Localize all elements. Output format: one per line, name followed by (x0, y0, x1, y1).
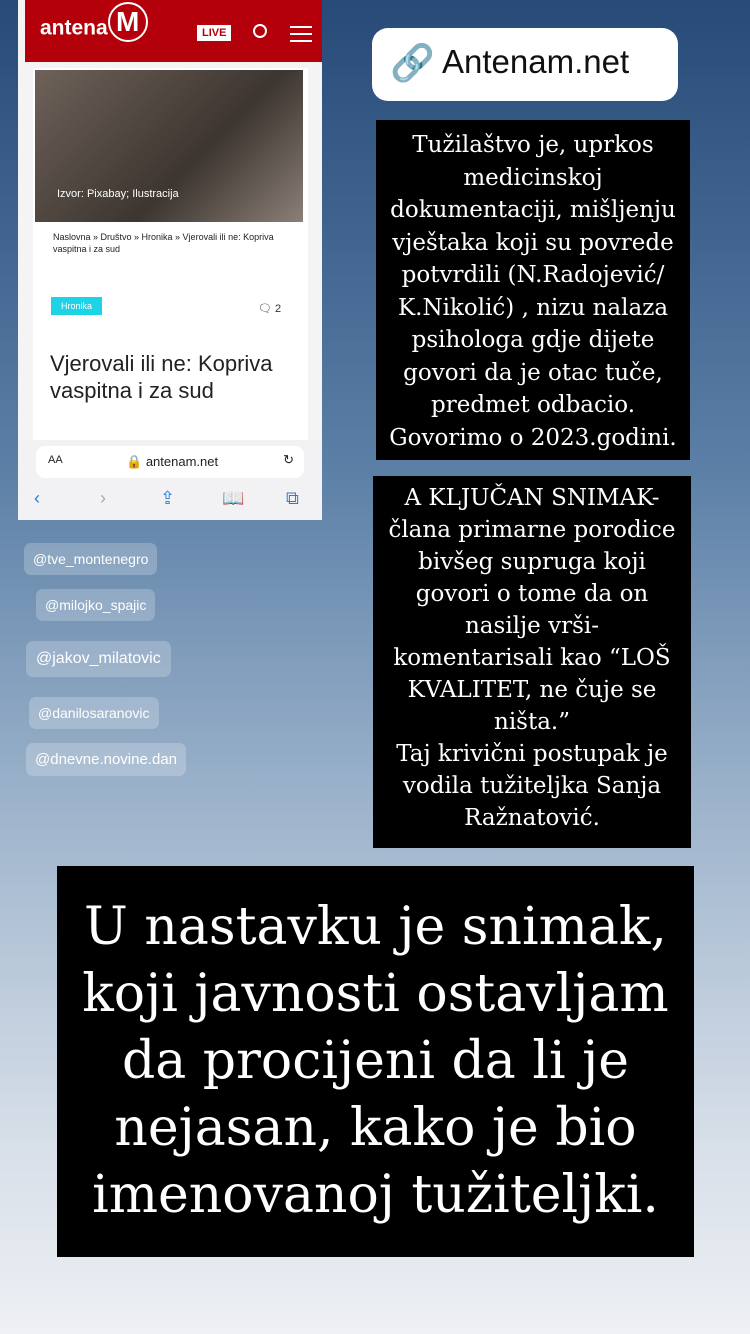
reload-icon[interactable]: ↻ (283, 452, 294, 467)
comment-icon: 🗨 (258, 303, 272, 315)
search-icon[interactable] (253, 24, 267, 38)
article-title: Vjerovali ili ne: Kopriva vaspitna i za sud (50, 351, 273, 403)
article-image (35, 70, 303, 222)
text-box-2 (373, 476, 691, 848)
text-size-button[interactable]: AA (48, 454, 63, 466)
mention-tag[interactable]: @jakov_milatovic (26, 641, 171, 677)
breadcrumb[interactable]: Naslovna » Društvo » Hronika » Vjerovali ili ne: Kopriva vaspitna i za sud (53, 232, 274, 254)
live-button[interactable]: LIVE (197, 25, 231, 41)
browser-toolbar (18, 440, 322, 520)
back-icon[interactable]: ‹ (34, 488, 40, 508)
menu-icon[interactable] (290, 26, 312, 47)
text-box-1-text: Tužilaštvo je, uprkos medicinskoj dokumentaciji, mišljenju vještaka koji su povrede potvrdili (N.Radojević/ K.Nikolić) , nizu nalaza psihologa gdje dijete govori da je otac tuče, predmet odbacio. Govorimo o 2023.godini. (389, 132, 677, 451)
bookmarks-icon[interactable]: 📖 (222, 488, 245, 508)
link-sticker[interactable]: 🔗 Antenam.net (372, 28, 678, 101)
tabs-icon[interactable]: ⧉ (286, 488, 299, 508)
text-box-1 (376, 120, 690, 460)
site-header (25, 0, 322, 62)
image-caption: Izvor: Pixabay; Ilustracija (57, 188, 179, 200)
url-domain: antenam.net (145, 454, 219, 469)
article-card (33, 68, 308, 448)
category-tag[interactable]: Hronika (51, 297, 102, 315)
text-box-3 (57, 866, 694, 1257)
comment-count[interactable]: 🗨 2 (258, 303, 282, 315)
mention-tag[interactable]: @milojko_spajic (36, 589, 155, 621)
lock-icon: 🔒 (126, 454, 143, 469)
share-icon[interactable]: ⇪ (160, 488, 176, 508)
mention-tag[interactable]: @danilosaranovic (29, 697, 159, 729)
text-box-3-text: U nastavku je snimak, koji javnosti ostavljam da procijeni da li je nejasan, kako je bio imenovanoj tužiteljki. (82, 897, 669, 1225)
mention-tag[interactable]: @tve_montenegro (24, 543, 157, 575)
site-logo[interactable]: antena M (40, 16, 148, 42)
forward-icon[interactable]: › (100, 488, 106, 508)
text-box-2-text: A KLJUČAN SNIMAK- člana primarne porodice bivšeg supruga koji govori o tome da on nasilje vrši- komentarisali kao “LOŠ KVALITET, ne čuje se ništa.” Taj krivični postupak je vodila tužiteljka Sanja Ražnatović. (388, 485, 676, 831)
mention-tag[interactable]: @dnevne.novine.dan (26, 743, 186, 776)
address-bar[interactable] (36, 446, 304, 478)
website-screenshot (18, 0, 322, 520)
link-icon: 🔗 (390, 42, 435, 83)
